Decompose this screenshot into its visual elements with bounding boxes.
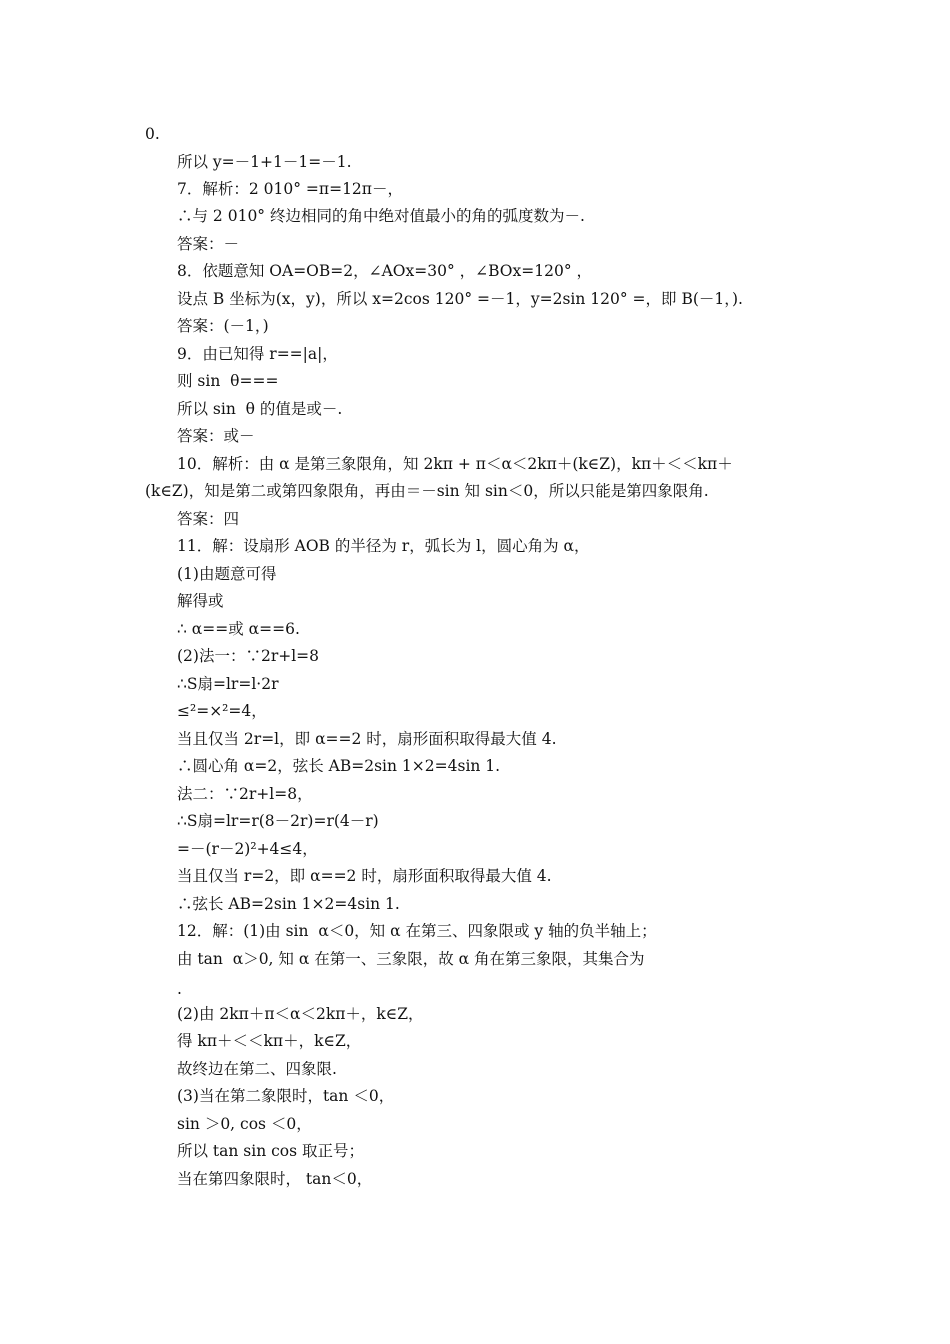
- text-line: 当且仅当 2r=l，即 α==2 时，扇形面积取得最大值 4.: [177, 730, 557, 748]
- text-line: .: [177, 980, 182, 998]
- text-line: (k∈Z)，知是第二或第四象限角，再由＝－sin 知 sin＜0，所以只能是第四象限角.: [145, 482, 709, 500]
- text-line: 8．依题意知 OA=OB=2，∠AOx=30° ，∠BOx=120° ，: [177, 262, 593, 280]
- text-line: 7．解析：2 010° =π=12π－，: [177, 180, 403, 198]
- text-line: 故终边在第二、四象限.: [177, 1060, 337, 1078]
- text-line: 答案：四: [177, 510, 240, 528]
- text-line: 所以 y=－1+1－1=－1.: [177, 153, 352, 171]
- text-line: 所以 tan sin cos 取正号；: [177, 1142, 365, 1160]
- text-line: ∴圆心角 α=2，弦长 AB=2sin 1×2=4sin 1.: [177, 757, 501, 775]
- text-line: (2)由 2kπ＋π＜α＜2kπ＋，k∈Z，: [177, 1005, 424, 1023]
- text-line: 所以 sin θ 的值是或－.: [177, 400, 343, 418]
- text-line: ∴S扇=lr=r(8－2r)=r(4－r): [177, 812, 379, 830]
- text-line: (2)法一：∵2r+l=8: [177, 647, 320, 665]
- text-line: (1)由题意可得: [177, 565, 277, 583]
- text-line: (3)当在第二象限时，tan ＜0，: [177, 1087, 395, 1105]
- text-line: 0.: [145, 125, 160, 143]
- text-line: 则 sin θ===: [177, 372, 279, 390]
- text-line: 10．解析：由 α 是第三象限角，知 2kπ + π＜α＜2kπ＋(k∈Z)，kπ＋＜＜kπ＋: [177, 455, 733, 473]
- text-line: ≤²=×²=4，: [177, 702, 267, 720]
- text-line: 法二：∵2r+l=8，: [177, 785, 313, 803]
- text-line: ∴S扇=lr=l·2r: [177, 675, 279, 693]
- text-line: sin ＞0, cos ＜0，: [177, 1115, 312, 1133]
- text-line: ∴与 2 010° 终边相同的角中绝对值最小的角的弧度数为－.: [177, 207, 585, 225]
- text-line: ∴ α==或 α==6.: [177, 620, 300, 638]
- text-line: 当在第四象限时， tan＜0，: [177, 1170, 373, 1188]
- text-line: 答案：或－: [177, 427, 255, 445]
- text-line: 当且仅当 r=2，即 α==2 时，扇形面积取得最大值 4.: [177, 867, 552, 885]
- text-line: 答案：－: [177, 235, 240, 253]
- text-line: 12．解：(1)由 sin α＜0，知 α 在第三、四象限或 y 轴的负半轴上；: [177, 922, 657, 940]
- text-line: 得 kπ＋＜＜kπ＋，k∈Z，: [177, 1032, 362, 1050]
- text-line: 11．解：设扇形 AOB 的半径为 r，弧长为 l，圆心角为 α，: [177, 537, 590, 555]
- text-line: ∴弦长 AB=2sin 1×2=4sin 1.: [177, 895, 400, 913]
- text-line: 答案：(－1，): [177, 317, 269, 335]
- text-line: 由 tan α＞0, 知 α 在第一、三象限，故 α 角在第三象限，其集合为: [177, 950, 645, 968]
- text-line: =－(r－2)²+4≤4，: [177, 840, 318, 858]
- text-line: 9．由已知得 r==|a|，: [177, 345, 338, 363]
- text-line: 解得或: [177, 592, 224, 610]
- text-line: 设点 B 坐标为(x，y)，所以 x=2cos 120° =－1，y=2sin 120° =，即 B(－1，).: [177, 290, 743, 308]
